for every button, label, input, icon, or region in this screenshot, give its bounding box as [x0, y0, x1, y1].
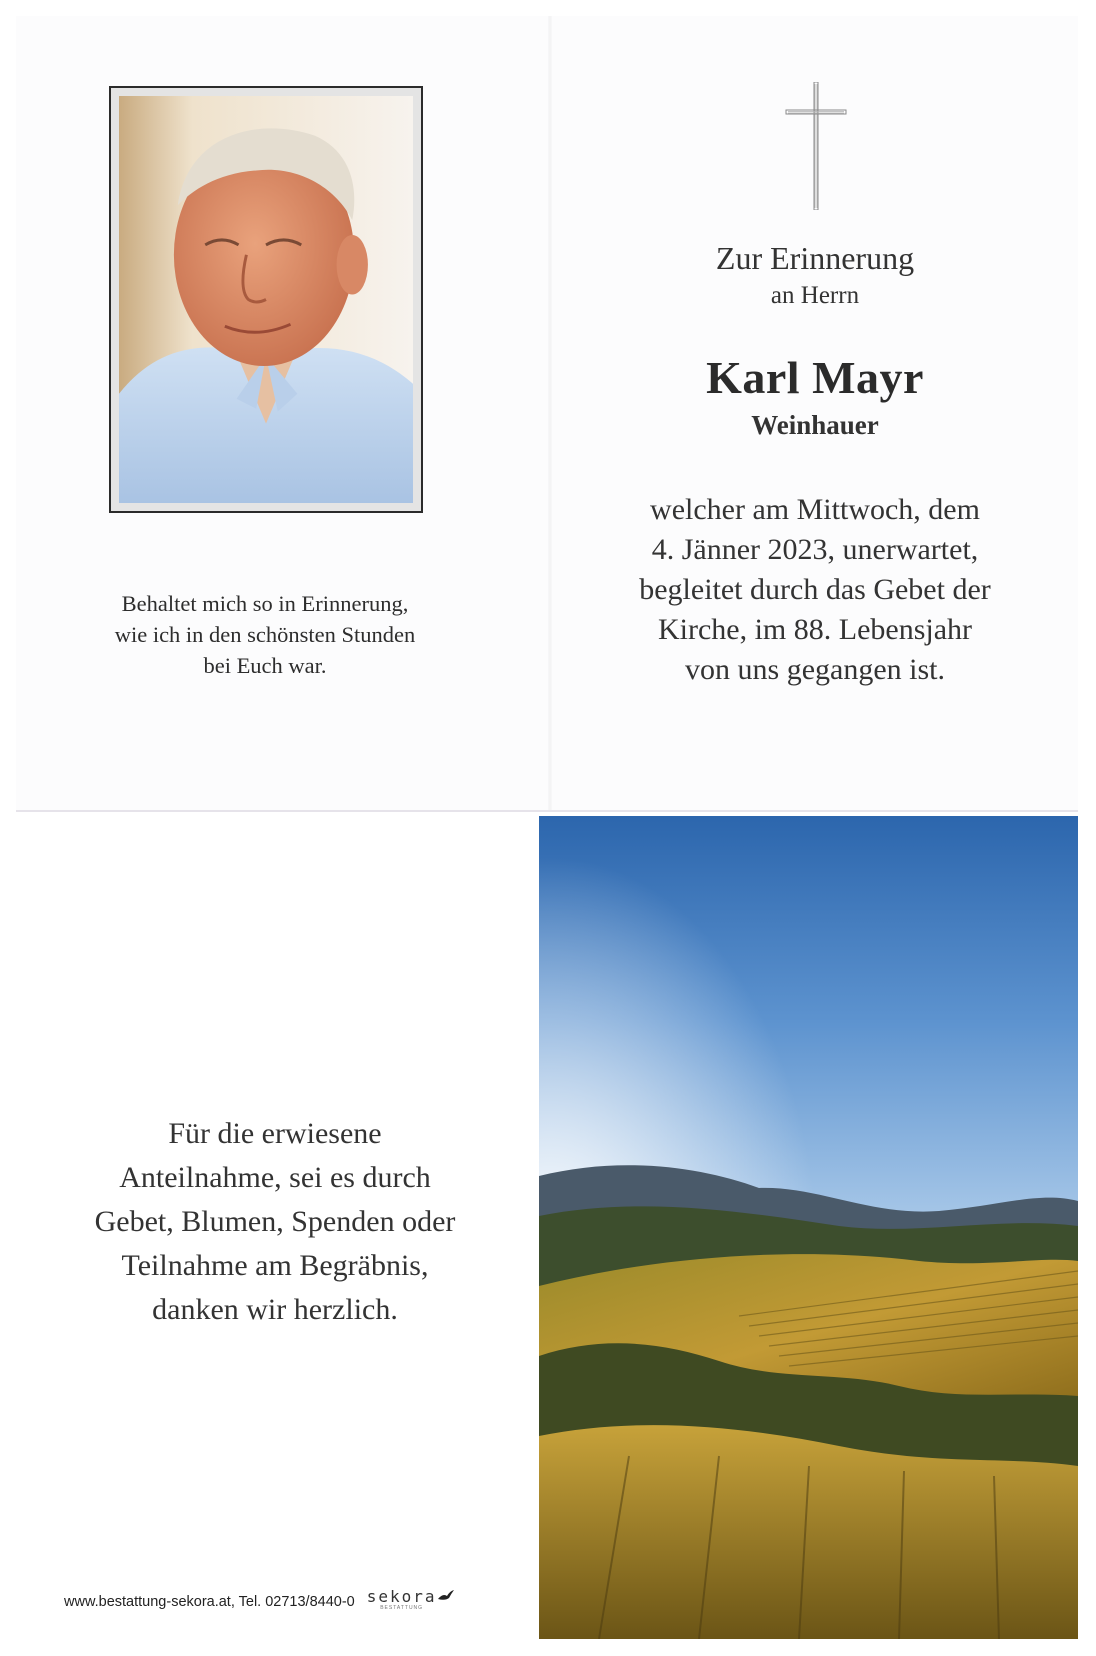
thanks-line: danken wir herzlich. — [152, 1293, 398, 1326]
cross-icon — [784, 82, 848, 210]
notice-line: von uns gegangen ist. — [685, 653, 945, 686]
thanks-message — [40, 1112, 510, 1332]
thanks-line: Anteilnahme, sei es durch — [119, 1161, 431, 1194]
memorial-quote — [60, 588, 470, 681]
quote-line: bei Euch war. — [203, 653, 327, 678]
logo-word: sekora — [366, 1587, 437, 1606]
vineyard-landscape-image — [539, 816, 1078, 1639]
thanks-line: Für die erwiesene — [168, 1117, 382, 1150]
deceased-name: Karl Mayr — [706, 352, 924, 403]
card-fold — [548, 16, 552, 810]
intro-heading: Zur Erinnerung — [715, 240, 915, 276]
portrait-photo — [109, 86, 423, 513]
bird-icon — [437, 1589, 455, 1603]
notice-line: begleitet durch das Gebet der — [639, 573, 991, 606]
death-notice-text — [580, 490, 1050, 690]
footer — [64, 1581, 455, 1611]
notice-line: 4. Jänner 2023, unerwartet, — [651, 533, 979, 566]
portrait-image — [119, 96, 413, 503]
logo-subtitle: BESTATTUNG — [380, 1605, 424, 1611]
thanks-line: Gebet, Blumen, Spenden oder — [94, 1205, 456, 1238]
sekora-logo — [355, 1589, 455, 1611]
quote-line: Behaltet mich so in Erinnerung, — [121, 591, 409, 616]
quote-line: wie ich in den schönsten Stunden — [114, 622, 416, 647]
occupation: Weinhauer — [751, 410, 879, 440]
notice-line: Kirche, im 88. Lebensjahr — [657, 613, 973, 646]
footer-contact: www.bestattung-sekora.at, Tel. 02713/8440-0 — [64, 1594, 355, 1610]
notice-line: welcher am Mittwoch, dem — [650, 493, 980, 526]
thanks-line: Teilnahme am Begräbnis, — [121, 1249, 429, 1282]
salutation: an Herrn — [770, 282, 860, 309]
